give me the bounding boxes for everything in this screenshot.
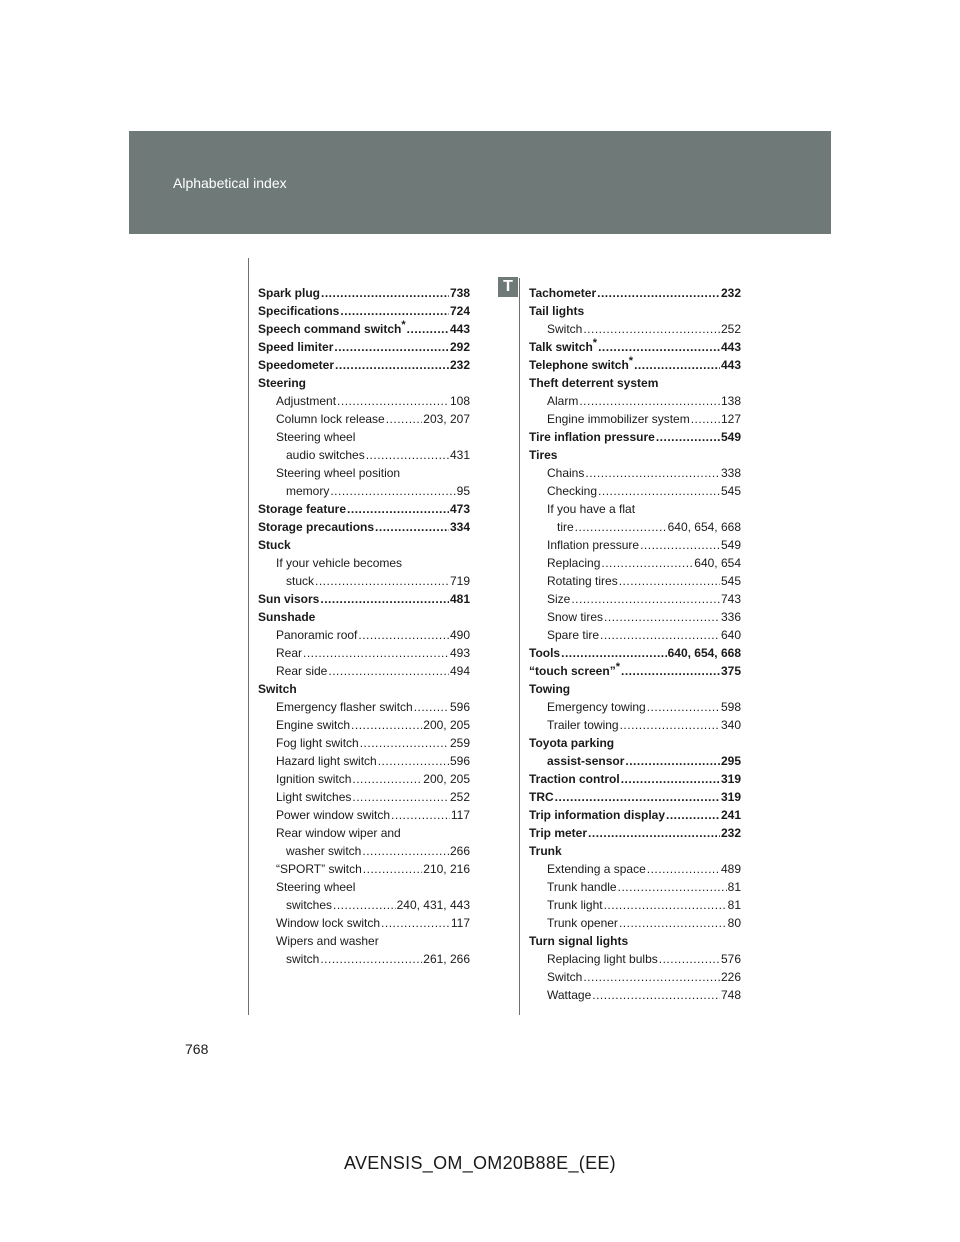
- index-entry-label: Talk switch*: [529, 338, 598, 354]
- index-entry: [258, 518, 470, 536]
- leader-dots: [619, 914, 727, 932]
- leader-dots: [592, 986, 720, 1004]
- index-entry-label: Switch: [547, 970, 583, 984]
- leader-dots: [640, 536, 720, 554]
- index-entry: [529, 446, 741, 464]
- index-entry: [258, 698, 470, 716]
- index-entry-label: Trip information display: [529, 808, 666, 822]
- index-entry: [258, 626, 470, 644]
- index-entry-page: 545: [720, 484, 741, 498]
- index-entry-page: 241: [720, 808, 741, 822]
- index-entry-page: 748: [720, 988, 741, 1002]
- index-entry-page: 473: [449, 502, 470, 516]
- index-entry-label: Light switches: [276, 790, 352, 804]
- index-entry-label: Steering wheel position: [276, 466, 401, 480]
- index-entry-page: 490: [449, 628, 470, 642]
- index-entry-label: tire: [557, 520, 574, 534]
- index-entry-page: 724: [449, 304, 470, 318]
- index-entry: [258, 734, 470, 752]
- index-entry-page: 319: [720, 790, 741, 804]
- leader-dots: [378, 752, 449, 770]
- index-entry-page: 81: [727, 880, 741, 894]
- index-entry-label: Column lock release: [276, 412, 385, 426]
- leader-dots: [691, 410, 720, 428]
- index-entry-label: Trunk: [529, 844, 562, 858]
- index-entry-label: Rear window wiper and: [276, 826, 401, 840]
- index-entry: [529, 374, 741, 392]
- index-entry-label: assist-sensor: [547, 754, 625, 768]
- leader-dots: [362, 842, 449, 860]
- index-entry: [529, 392, 741, 410]
- index-entry: [529, 968, 741, 986]
- leader-dots: [659, 950, 720, 968]
- index-entry-label: Rear side: [276, 664, 328, 678]
- leader-dots: [381, 914, 450, 932]
- index-entry: [529, 878, 741, 896]
- index-entry-label: stuck: [286, 574, 315, 588]
- index-entry-label: Turn signal lights: [529, 934, 629, 948]
- leader-dots: [337, 392, 449, 410]
- index-entry: [529, 518, 741, 536]
- index-entry-label: Specifications: [258, 304, 340, 318]
- index-entry-label: Sun visors: [258, 592, 320, 606]
- index-entry: [258, 716, 470, 734]
- index-entry-label: Rotating tires: [547, 574, 618, 588]
- index-entry-label: Trunk handle: [547, 880, 617, 894]
- index-entry: [529, 302, 741, 320]
- index-entry: [529, 824, 741, 842]
- index-entry-label: Spare tire: [547, 628, 600, 642]
- index-entry-page: 443: [449, 322, 470, 336]
- leader-dots: [414, 698, 449, 716]
- index-entry-label: Switch: [258, 682, 297, 696]
- index-entry: [258, 500, 470, 518]
- leader-dots: [666, 806, 720, 824]
- index-entry: [529, 554, 741, 572]
- index-entry-page: 295: [720, 754, 741, 768]
- index-entry-label: Tires: [529, 448, 558, 462]
- index-entry-label: Fog light switch: [276, 736, 359, 750]
- index-entry: [258, 536, 470, 554]
- page-number: 768: [185, 1041, 209, 1057]
- index-entry: [529, 806, 741, 824]
- index-entry-page: 232: [449, 358, 470, 372]
- index-entry-page: 481: [449, 592, 470, 606]
- index-entry-label: Speed limiter: [258, 340, 334, 354]
- index-entry-label: TRC: [529, 790, 554, 804]
- leader-dots: [598, 338, 720, 356]
- index-entry: [529, 932, 741, 950]
- index-entry-page: 261, 266: [423, 952, 470, 966]
- index-entry-label: Chains: [547, 466, 585, 480]
- leader-dots: [597, 284, 720, 302]
- index-entry-label: Emergency flasher switch: [276, 700, 413, 714]
- index-entry: [529, 482, 741, 500]
- index-entry-label: Checking: [547, 484, 598, 498]
- leader-dots: [351, 716, 422, 734]
- leader-dots: [391, 806, 450, 824]
- leader-dots: [585, 464, 720, 482]
- leader-dots: [363, 860, 422, 878]
- index-entry-label: Tire inflation pressure: [529, 430, 655, 444]
- index-entry: [529, 680, 741, 698]
- index-entry: [258, 302, 470, 320]
- index-entry-label: Snow tires: [547, 610, 604, 624]
- index-entry-page: 640, 654, 668: [667, 646, 741, 660]
- leader-dots: [583, 968, 720, 986]
- leader-dots: [334, 338, 449, 356]
- index-entry: [258, 446, 470, 464]
- leader-dots: [601, 554, 693, 572]
- index-entry: [258, 878, 470, 896]
- index-entry-page: 596: [449, 700, 470, 714]
- index-entry-page: 576: [720, 952, 741, 966]
- leader-dots: [320, 590, 449, 608]
- index-entry-page: 596: [449, 754, 470, 768]
- leader-dots: [340, 302, 449, 320]
- leader-dots: [352, 770, 422, 788]
- index-entry-page: 81: [727, 898, 741, 912]
- index-entry: [529, 950, 741, 968]
- leader-dots: [358, 626, 449, 644]
- index-entry-label: Sunshade: [258, 610, 316, 624]
- leader-dots: [315, 572, 449, 590]
- index-entry-label: Rear: [276, 646, 303, 660]
- index-entry-page: 598: [720, 700, 741, 714]
- index-entry-label: Window lock switch: [276, 916, 381, 930]
- index-entry-label: Telephone switch*: [529, 356, 634, 372]
- leader-dots: [656, 428, 720, 446]
- index-entry-label: Speech command switch*: [258, 320, 406, 336]
- index-entry: [529, 464, 741, 482]
- index-entry-label: Extending a space: [547, 862, 646, 876]
- leader-dots: [583, 320, 720, 338]
- index-entry-label: Hazard light switch: [276, 754, 377, 768]
- index-entry-label: Wattage: [547, 988, 592, 1002]
- index-entry: [258, 950, 470, 968]
- index-entry-label: Storage precautions: [258, 520, 375, 534]
- index-entry: [258, 896, 470, 914]
- index-entry-page: 319: [720, 772, 741, 786]
- leader-dots: [621, 662, 720, 680]
- index-entry-page: 640, 654, 668: [667, 520, 741, 534]
- index-entry: [529, 608, 741, 626]
- index-entry-page: 292: [449, 340, 470, 354]
- index-entry: [258, 554, 470, 572]
- index-entry: [529, 320, 741, 338]
- leader-dots: [600, 626, 720, 644]
- index-entry: [529, 500, 741, 518]
- section-letter-tab: T: [498, 277, 518, 297]
- leader-dots: [320, 950, 422, 968]
- index-entry-label: Storage feature: [258, 502, 347, 516]
- leader-dots: [555, 788, 720, 806]
- index-entry-page: 431: [449, 448, 470, 462]
- index-entry-label: switch: [286, 952, 320, 966]
- index-entry-page: 200, 205: [423, 718, 470, 732]
- leader-dots: [321, 284, 449, 302]
- index-entry-label: Adjustment: [276, 394, 337, 408]
- index-entry-label: Power window switch: [276, 808, 391, 822]
- index-column-left: [258, 284, 470, 968]
- index-entry-page: 252: [720, 322, 741, 336]
- leader-dots: [330, 482, 455, 500]
- index-entry-label: Trunk opener: [547, 916, 618, 930]
- index-entry: [529, 842, 741, 860]
- index-entry-label: washer switch: [286, 844, 362, 858]
- index-entry: [529, 662, 741, 680]
- index-entry-label: Trip meter: [529, 826, 588, 840]
- index-entry-page: 738: [449, 286, 470, 300]
- leader-dots: [328, 662, 449, 680]
- index-entry: [258, 860, 470, 878]
- leader-dots: [598, 482, 720, 500]
- index-entry: [529, 590, 741, 608]
- index-entry-page: 266: [449, 844, 470, 858]
- index-entry-page: 117: [450, 808, 470, 822]
- index-entry-page: 338: [720, 466, 741, 480]
- index-entry-label: “SPORT” switch: [276, 862, 362, 876]
- index-entry-label: Tachometer: [529, 286, 597, 300]
- index-entry-label: Inflation pressure: [547, 538, 640, 552]
- index-entry-label: Engine switch: [276, 718, 351, 732]
- footnote-star: *: [401, 320, 406, 331]
- leader-dots: [333, 896, 396, 914]
- index-entry-label: Trunk light: [547, 898, 603, 912]
- index-entry-page: 240, 431, 443: [396, 898, 470, 912]
- leader-dots: [375, 518, 449, 536]
- index-entry: [258, 338, 470, 356]
- index-entry-label: Switch: [547, 322, 583, 336]
- index-entry: [529, 716, 741, 734]
- footnote-star: *: [628, 356, 634, 367]
- leader-dots: [625, 752, 720, 770]
- leader-dots: [579, 392, 720, 410]
- leader-dots: [588, 824, 720, 842]
- index-entry-label: Tools: [529, 646, 561, 660]
- index-entry-label: Steering wheel: [276, 430, 356, 444]
- index-entry: [529, 788, 741, 806]
- index-entry: [258, 428, 470, 446]
- index-entry: [529, 428, 741, 446]
- index-entry: [258, 410, 470, 428]
- index-entry: [258, 482, 470, 500]
- index-entry-page: 549: [720, 538, 741, 552]
- index-entry: [529, 338, 741, 356]
- index-entry-page: 443: [720, 358, 741, 372]
- leader-dots: [621, 770, 720, 788]
- index-entry-page: 80: [727, 916, 741, 930]
- index-entry-label: Emergency towing: [547, 700, 646, 714]
- leader-dots: [647, 860, 720, 878]
- right-column-divider: [519, 278, 520, 1015]
- index-column-right: [529, 284, 741, 1004]
- leader-dots: [619, 572, 720, 590]
- index-entry-page: 232: [720, 286, 741, 300]
- document-id: AVENSIS_OM_OM20B88E_(EE): [344, 1153, 616, 1173]
- index-entry-page: 489: [720, 862, 741, 876]
- index-entry-page: 127: [720, 412, 741, 426]
- page-header: [129, 131, 831, 234]
- leader-dots: [407, 320, 449, 338]
- index-entry: [258, 572, 470, 590]
- index-entry: [529, 572, 741, 590]
- index-entry-page: 545: [720, 574, 741, 588]
- index-entry-page: 259: [449, 736, 470, 750]
- left-column-divider: [248, 258, 249, 1015]
- index-entry: [258, 464, 470, 482]
- index-entry-label: Ignition switch: [276, 772, 352, 786]
- index-entry-label: Toyota parking: [529, 736, 615, 750]
- index-entry-label: Panoramic roof: [276, 628, 358, 642]
- index-entry: [258, 806, 470, 824]
- index-entry-label: Towing: [529, 682, 571, 696]
- index-entry: [258, 590, 470, 608]
- index-entry-label: If your vehicle becomes: [276, 556, 403, 570]
- index-entry: [258, 788, 470, 806]
- index-entry-page: 549: [720, 430, 741, 444]
- index-entry-page: 743: [720, 592, 741, 606]
- index-entry-label: Steering: [258, 376, 307, 390]
- footnote-star: *: [592, 338, 598, 349]
- index-entry: [529, 356, 741, 374]
- index-entry: [529, 986, 741, 1004]
- index-entry-label: Size: [547, 592, 571, 606]
- leader-dots: [366, 446, 449, 464]
- index-entry-page: 252: [449, 790, 470, 804]
- index-entry-page: 443: [720, 340, 741, 354]
- index-entry: [258, 320, 470, 338]
- footnote-star: *: [615, 662, 620, 673]
- index-entry-label: Traction control: [529, 772, 620, 786]
- index-entry-label: Trailer towing: [547, 718, 619, 732]
- index-entry-label: If you have a flat: [547, 502, 636, 516]
- index-entry: [529, 644, 741, 662]
- index-entry-page: 210, 216: [423, 862, 470, 876]
- leader-dots: [303, 644, 449, 662]
- leader-dots: [620, 716, 720, 734]
- index-entry: [529, 410, 741, 428]
- leader-dots: [647, 698, 720, 716]
- index-entry-label: “touch screen”*: [529, 662, 620, 678]
- index-entry: [258, 932, 470, 950]
- index-entry-page: 375: [720, 664, 741, 678]
- index-entry: [529, 284, 741, 302]
- index-entry-page: 719: [449, 574, 470, 588]
- index-entry-label: memory: [286, 484, 330, 498]
- index-entry-page: 95: [456, 484, 470, 498]
- index-entry: [258, 662, 470, 680]
- index-entry: [529, 734, 741, 752]
- leader-dots: [575, 518, 667, 536]
- index-entry-page: 138: [720, 394, 741, 408]
- index-entry-label: Steering wheel: [276, 880, 356, 894]
- index-entry: [258, 680, 470, 698]
- index-entry-page: 108: [449, 394, 470, 408]
- index-entry: [529, 698, 741, 716]
- header-title: Alphabetical index: [173, 175, 287, 191]
- index-entry-page: 226: [720, 970, 741, 984]
- index-entry-page: 117: [450, 916, 470, 930]
- index-entry: [529, 536, 741, 554]
- index-entry: [529, 860, 741, 878]
- leader-dots: [386, 410, 423, 428]
- leader-dots: [561, 644, 666, 662]
- index-entry-label: Engine immobilizer system: [547, 412, 690, 426]
- index-entry-label: audio switches: [286, 448, 365, 462]
- index-entry-label: Theft deterrent system: [529, 376, 659, 390]
- leader-dots: [360, 734, 449, 752]
- index-entry: [258, 608, 470, 626]
- index-entry: [529, 626, 741, 644]
- index-entry-label: Tail lights: [529, 304, 585, 318]
- leader-dots: [634, 356, 720, 374]
- index-entry-page: 336: [720, 610, 741, 624]
- leader-dots: [604, 608, 720, 626]
- index-entry-label: Speedometer: [258, 358, 335, 372]
- leader-dots: [352, 788, 449, 806]
- index-entry: [258, 914, 470, 932]
- index-entry: [529, 770, 741, 788]
- index-entry: [529, 752, 741, 770]
- index-entry: [258, 284, 470, 302]
- index-entry-page: 493: [449, 646, 470, 660]
- index-entry-page: 640: [720, 628, 741, 642]
- index-entry-page: 640, 654: [694, 556, 741, 570]
- index-entry-page: 200, 205: [423, 772, 470, 786]
- index-entry-label: Stuck: [258, 538, 291, 552]
- index-entry-page: 232: [720, 826, 741, 840]
- index-entry: [258, 356, 470, 374]
- index-entry-label: Replacing light bulbs: [547, 952, 658, 966]
- index-entry-page: 203, 207: [423, 412, 470, 426]
- index-entry-label: switches: [286, 898, 333, 912]
- index-entry-page: 340: [720, 718, 741, 732]
- index-entry: [258, 770, 470, 788]
- leader-dots: [571, 590, 720, 608]
- leader-dots: [335, 356, 449, 374]
- index-entry: [258, 374, 470, 392]
- index-entry: [258, 644, 470, 662]
- index-entry-page: 494: [449, 664, 470, 678]
- index-entry: [258, 752, 470, 770]
- index-entry: [258, 824, 470, 842]
- leader-dots: [347, 500, 449, 518]
- index-entry-label: Replacing: [547, 556, 601, 570]
- index-entry: [258, 392, 470, 410]
- index-entry-label: Spark plug: [258, 286, 321, 300]
- index-entry: [529, 914, 741, 932]
- index-entry: [258, 842, 470, 860]
- index-entry-label: Alarm: [547, 394, 579, 408]
- leader-dots: [618, 878, 727, 896]
- index-entry-label: Wipers and washer: [276, 934, 379, 948]
- index-entry-page: 334: [449, 520, 470, 534]
- leader-dots: [604, 896, 727, 914]
- index-entry: [529, 896, 741, 914]
